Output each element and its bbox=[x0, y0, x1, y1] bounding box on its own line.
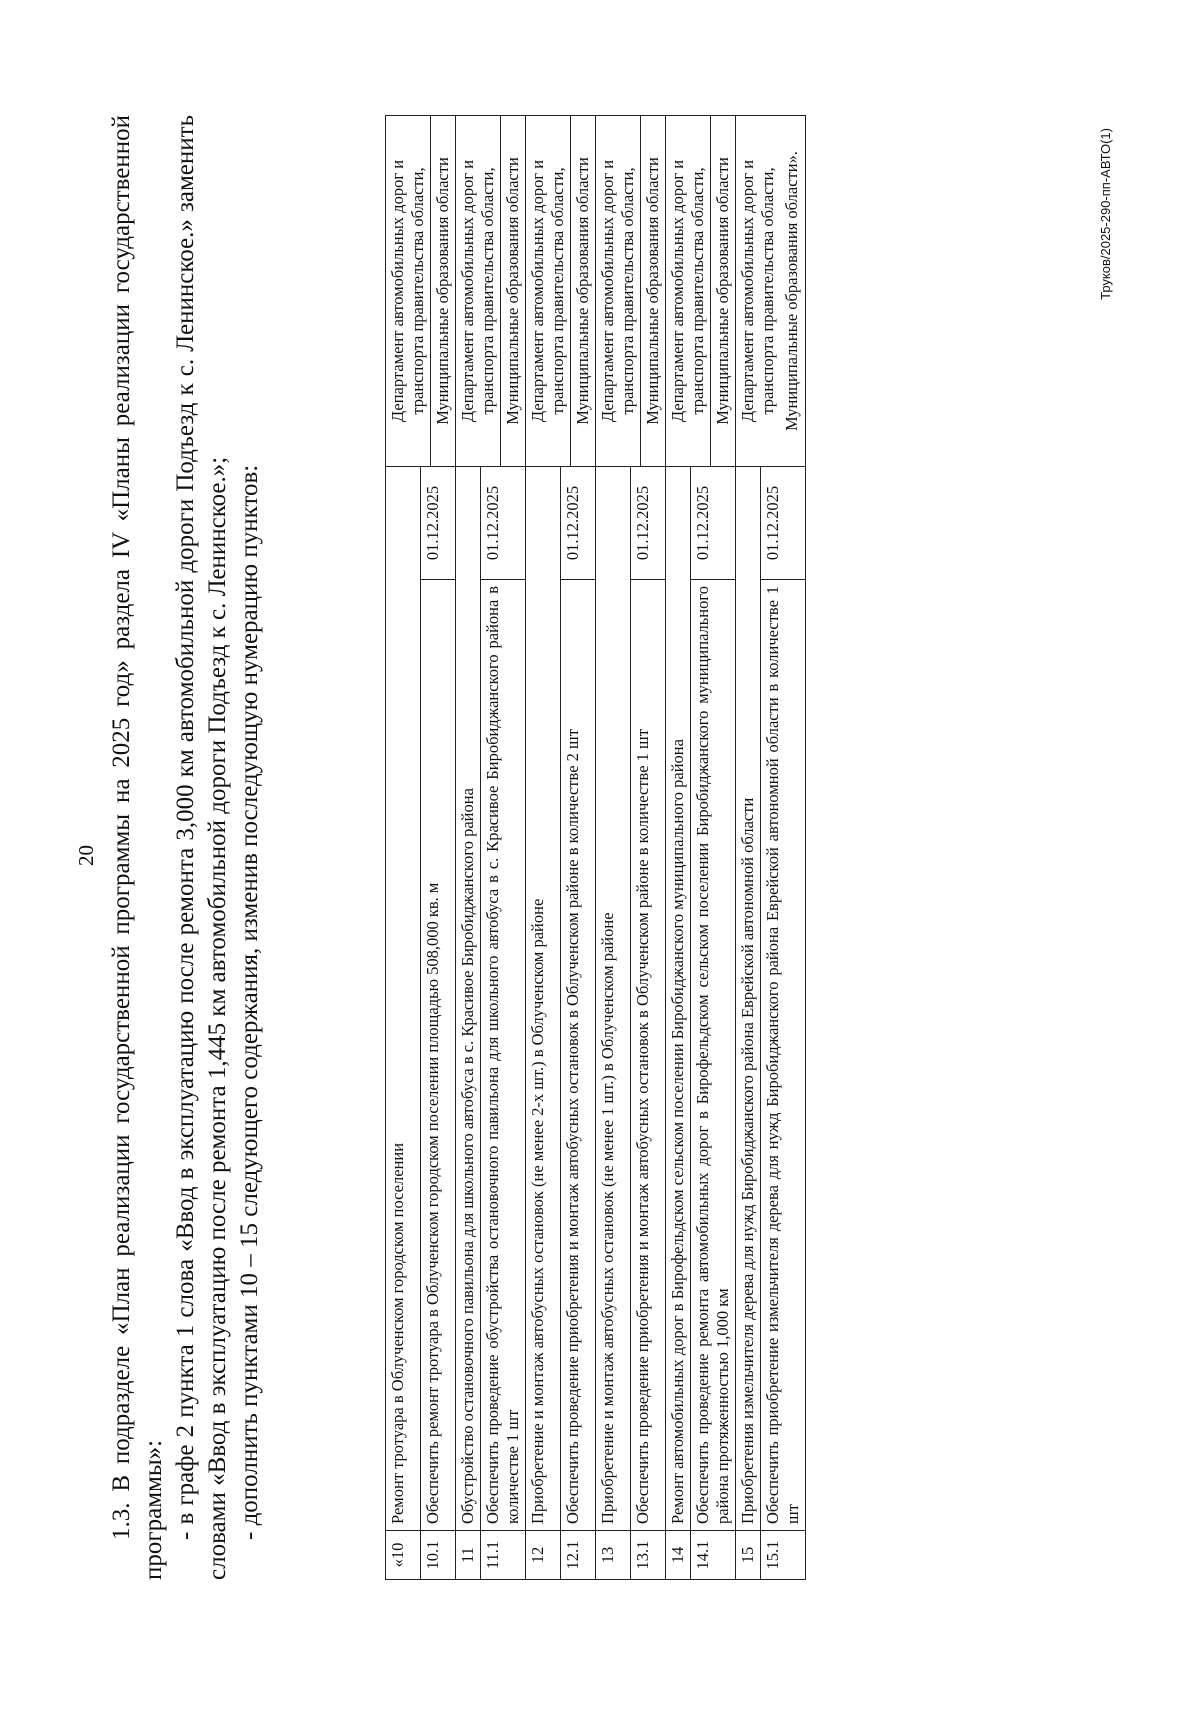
row-text: Приобретение и монтаж автобусных остановок (не менее 2-х шт.) в Облученском районе bbox=[526, 467, 561, 1531]
responsible-cell bbox=[386, 116, 456, 467]
responsible-line: Департамент автомобильных дорог и транспорта правительства области, bbox=[598, 159, 637, 423]
row-date: 01.12.2025 bbox=[761, 467, 806, 580]
row-text: Ремонт автомобильных дорог в Бирофельдском сельском поселении Биробиджанского муниципального района bbox=[666, 467, 691, 1531]
document-code: Труков/2025-290-пп-АВТО(1) bbox=[1098, 128, 1113, 300]
row-date: 01.12.2025 bbox=[421, 467, 456, 580]
responsible-line: Муниципальные образования области bbox=[710, 116, 735, 466]
responsible-line: Муниципальные образования области bbox=[500, 116, 525, 466]
paragraph-3: - дополнить пунктами 10 – 15 следующего содержания, изменив последующую нумерацию пунктов: bbox=[236, 464, 263, 1540]
responsible-cell bbox=[666, 116, 736, 467]
row-text: Приобретение и монтаж автобусных остановок (не менее 1 шт.) в Облученском районе bbox=[596, 467, 631, 1531]
responsible-line: Департамент автомобильных дорог и транспорта правительства области, bbox=[388, 159, 427, 423]
paragraph-2: - в графе 2 пункта 1 слова «Ввод в эксплуатацию после ремонта 3,000 км автомобильной дороги Подъезд к с. Ленинское.» заменить словами «Ввод в эксплуатацию после ремонта 1,445 км автомобильной дороги Подъезд к с. Ленинское.»; bbox=[172, 115, 231, 1580]
table-row bbox=[526, 116, 561, 1580]
body-text bbox=[106, 115, 266, 1580]
table-row bbox=[456, 116, 481, 1580]
responsible-cell bbox=[736, 116, 806, 467]
row-date: 01.12.2025 bbox=[631, 467, 666, 580]
row-text: Обеспечить проведение ремонта автомобильных дорог в Бирофельдском сельском поселении Биробиджанского муниципального района протяженностью 1,000 км bbox=[691, 580, 736, 1531]
page-number: 20 bbox=[74, 845, 98, 866]
row-text: Обеспечить приобретение измельчителя дерева для нужд Биробиджанского района Еврейской автономной области в количестве 1 шт bbox=[761, 580, 806, 1531]
row-number: 15.1 bbox=[761, 1531, 806, 1580]
table-row bbox=[386, 116, 421, 1580]
row-number: 10.1 bbox=[421, 1531, 456, 1580]
responsible-line: Департамент автомобильных дорог и транспорта правительства области, bbox=[458, 159, 497, 423]
row-number: 13 bbox=[596, 1531, 631, 1580]
responsible-cell bbox=[526, 116, 596, 467]
responsible-line: Муниципальные образования области». bbox=[782, 151, 801, 431]
row-text: Ремонт тротуара в Облученском городском поселении bbox=[386, 467, 421, 1531]
responsible-line: Муниципальные образования области bbox=[570, 116, 595, 466]
table-row bbox=[596, 116, 631, 1580]
row-number: 12.1 bbox=[561, 1531, 596, 1580]
row-text: Обеспечить проведение приобретения и монтаж автобусных остановок в Облученском районе в количестве 2 шт bbox=[561, 580, 596, 1531]
row-number: 13.1 bbox=[631, 1531, 666, 1580]
responsible-line: Департамент автомобильных дорог и транспорта правительства области, bbox=[668, 159, 707, 423]
paragraph-1: 1.3. В подразделе «План реализации государственной программы на 2025 год» раздела IV «Планы реализации государственной программы»: bbox=[108, 115, 167, 1580]
responsible-line: Департамент автомобильных дорог и транспорта правительства области, bbox=[738, 159, 777, 423]
responsible-line: Департамент автомобильных дорог и транспорта правительства области, bbox=[528, 159, 567, 423]
row-date: 01.12.2025 bbox=[691, 467, 736, 580]
responsible-cell bbox=[596, 116, 666, 467]
row-number: 14.1 bbox=[691, 1531, 736, 1580]
row-number: 15 bbox=[736, 1531, 761, 1580]
responsible-line: Муниципальные образования области bbox=[640, 116, 665, 466]
amendment-table bbox=[385, 115, 806, 1580]
row-text: Обустройство остановочного павильона для школьного автобуса в с. Красивое Биробиджанского района bbox=[456, 467, 481, 1531]
row-text: Приобретения измельчителя дерева для нужд Биробиджанского района Еврейской автономной области bbox=[736, 467, 761, 1531]
row-number: «10 bbox=[386, 1531, 421, 1580]
responsible-cell bbox=[456, 116, 526, 467]
table-row bbox=[736, 116, 761, 1580]
row-number: 11.1 bbox=[481, 1531, 526, 1580]
row-text: Обеспечить проведение обустройства остановочного павильона для школьного автобуса в с. Красивое Биробиджанского района в количестве 1 шт bbox=[481, 580, 526, 1531]
row-number: 12 bbox=[526, 1531, 561, 1580]
table-row bbox=[666, 116, 691, 1580]
responsible-line: Муниципальные образования области bbox=[430, 116, 455, 466]
row-text: Обеспечить ремонт тротуара в Облученском городском поселении площадью 508,000 кв. м bbox=[421, 580, 456, 1531]
row-number: 14 bbox=[666, 1531, 691, 1580]
row-date: 01.12.2025 bbox=[561, 467, 596, 580]
row-number: 11 bbox=[456, 1531, 481, 1580]
row-date: 01.12.2025 bbox=[481, 467, 526, 580]
row-text: Обеспечить проведение приобретения и монтаж автобусных остановок в Облученском районе в количестве 1 шт bbox=[631, 580, 666, 1531]
